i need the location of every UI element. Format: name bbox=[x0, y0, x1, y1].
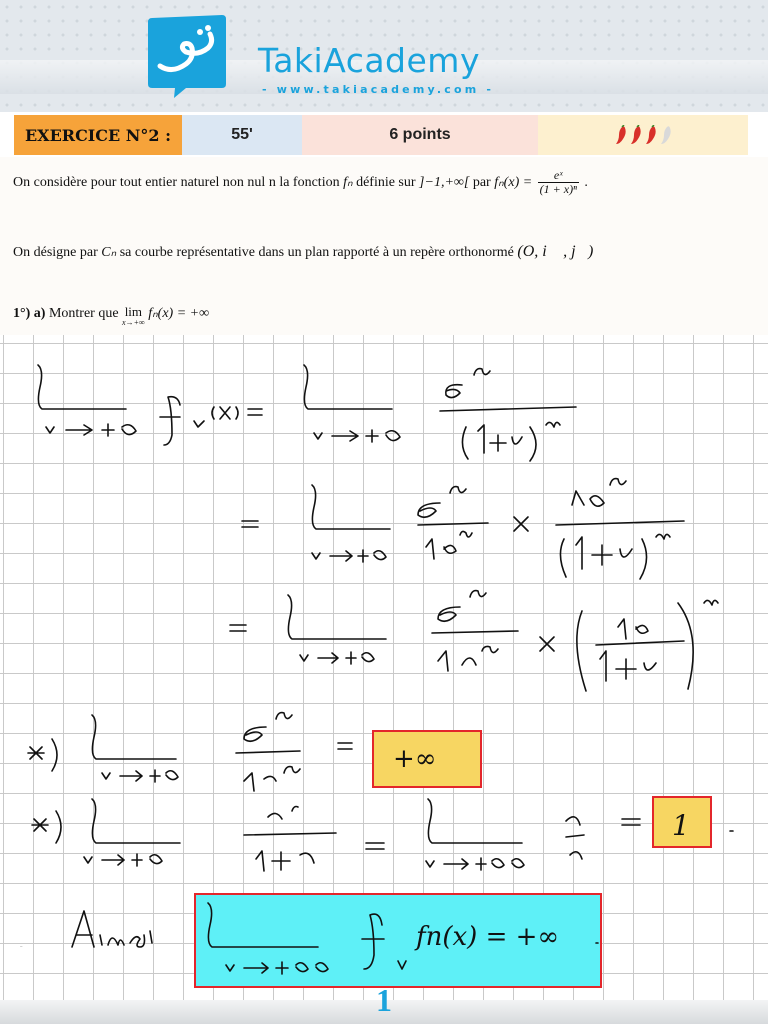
exercise-duration: 55' bbox=[182, 115, 302, 155]
chili-pepper-icon bbox=[629, 125, 642, 145]
limit-word: lim bbox=[124, 304, 143, 319]
exercise-statement bbox=[0, 157, 768, 335]
question-1a bbox=[13, 305, 209, 327]
statement-line-2 bbox=[13, 243, 593, 261]
coordinate-frame: (O, i⃗ , j⃗) bbox=[517, 243, 594, 260]
handwritten-line-6 bbox=[72, 903, 406, 974]
statement-text: par bbox=[472, 174, 491, 190]
box1-value: +∞ bbox=[393, 744, 437, 774]
brand-url: - www.takiacademy.com - bbox=[262, 83, 495, 96]
handwritten-line-3 bbox=[230, 591, 718, 691]
conclusion-expression: fn(x) = +∞ bbox=[416, 922, 560, 952]
fraction-numerator: eˣ bbox=[538, 169, 579, 183]
handwritten-line-1 bbox=[38, 365, 576, 461]
chili-pepper-icon bbox=[614, 125, 627, 145]
statement-text: On considère pour tout entier naturel non nul n la fonction bbox=[13, 174, 340, 190]
brand-name: TakiAcademy bbox=[258, 41, 480, 80]
limit-expression: fₙ(x) = +∞ bbox=[148, 306, 210, 321]
handwritten-line-5 bbox=[32, 799, 733, 871]
handwritten-solution-grid bbox=[0, 335, 768, 1000]
curve-symbol: Cₙ bbox=[101, 245, 117, 260]
handwritten-solution bbox=[0, 335, 768, 1000]
function-symbol: fₙ bbox=[343, 174, 353, 190]
conclusion-prefix: Ainsi bbox=[20, 947, 23, 948]
box2-value: 1 bbox=[672, 809, 690, 842]
exercise-points: 6 points bbox=[302, 115, 538, 155]
header-band bbox=[0, 0, 768, 112]
question-label: 1°) a) bbox=[13, 306, 46, 321]
statement-text: sa courbe représentative dans un plan rapporté à un repère orthonormé bbox=[119, 245, 514, 260]
difficulty-rating bbox=[538, 115, 748, 155]
function-definition-fraction bbox=[538, 169, 579, 196]
statement-text: définie sur bbox=[356, 174, 416, 190]
domain-interval: ]−1,+∞[ bbox=[419, 174, 470, 190]
statement-line-1 bbox=[13, 169, 588, 196]
statement-text: On désigne par bbox=[13, 245, 98, 260]
taki-logo-icon bbox=[142, 14, 228, 98]
limit-subscript: x→+∞ bbox=[122, 318, 145, 327]
function-definition-left: fₙ(x) = bbox=[494, 174, 533, 190]
fraction-denominator: (1 + x)ⁿ bbox=[539, 182, 577, 197]
page-number: 1 bbox=[376, 982, 392, 1018]
handwritten-line-4 bbox=[28, 713, 352, 791]
exercise-bar bbox=[14, 115, 748, 155]
chili-pepper-icon bbox=[644, 125, 657, 145]
question-text: Montrer que bbox=[48, 306, 119, 321]
handwritten-line-2 bbox=[242, 479, 684, 579]
chili-pepper-empty-icon bbox=[659, 125, 672, 145]
exercise-title: EXERCICE N°2 : bbox=[14, 115, 182, 155]
limit-operator bbox=[122, 305, 145, 327]
statement-period: . bbox=[584, 174, 588, 190]
